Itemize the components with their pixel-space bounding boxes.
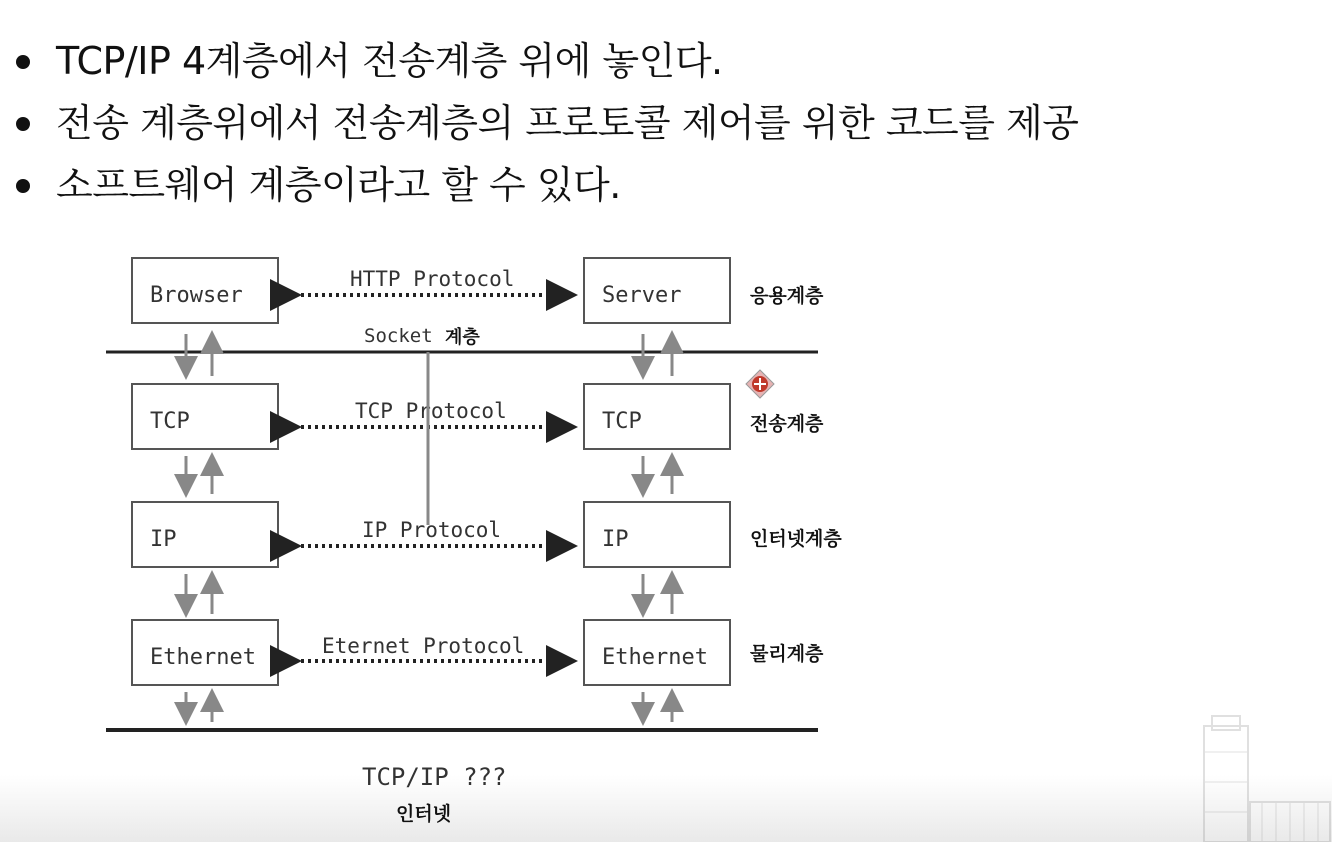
right-box-server-label: Server xyxy=(602,283,682,308)
left-box-browser-label: Browser xyxy=(150,283,243,308)
layer-label-transport: 전송계층 xyxy=(750,413,824,435)
tcp-protocol-label: TCP Protocol xyxy=(355,399,507,423)
ip-protocol-label: IP Protocol xyxy=(362,518,502,542)
left-stack xyxy=(132,258,278,685)
right-box-ip-label: IP xyxy=(602,527,629,552)
right-box-ethernet-label: Ethernet xyxy=(602,645,708,670)
left-box-tcp-label: TCP xyxy=(150,409,190,434)
layer-label-internet: 인터넷계층 xyxy=(750,528,842,550)
right-box-tcp-label: TCP xyxy=(602,409,642,434)
ethernet-protocol-label: Eternet Protocol xyxy=(322,634,525,658)
socket-label: Socket xyxy=(364,325,433,347)
footer-title: TCP/IP ??? xyxy=(362,763,507,791)
layer-label-application: 응용계층 xyxy=(750,285,824,307)
http-protocol-label: HTTP Protocol xyxy=(350,267,515,291)
protocol-arrows xyxy=(294,295,570,661)
bullet-text: 소프트웨어 계층이라고 할 수 있다. xyxy=(56,163,621,207)
right-stack xyxy=(584,258,730,685)
layer-label-physical: 물리계층 xyxy=(750,643,824,665)
bullet-text: TCP/IP 4계층에서 전송계층 위에 놓인다. xyxy=(56,39,723,83)
move-cursor-icon xyxy=(746,370,774,398)
left-box-ip-label: IP xyxy=(150,527,177,552)
socket-layer-suffix: 계층 xyxy=(445,327,480,348)
bullet-text: 전송 계층위에서 전송계층의 프로토콜 제어를 위한 코드를 제공 xyxy=(56,101,1079,145)
university-watermark-icon xyxy=(1196,712,1332,842)
footer-subtitle: 인터넷 xyxy=(396,803,452,825)
left-box-ethernet-label: Ethernet xyxy=(150,645,256,670)
